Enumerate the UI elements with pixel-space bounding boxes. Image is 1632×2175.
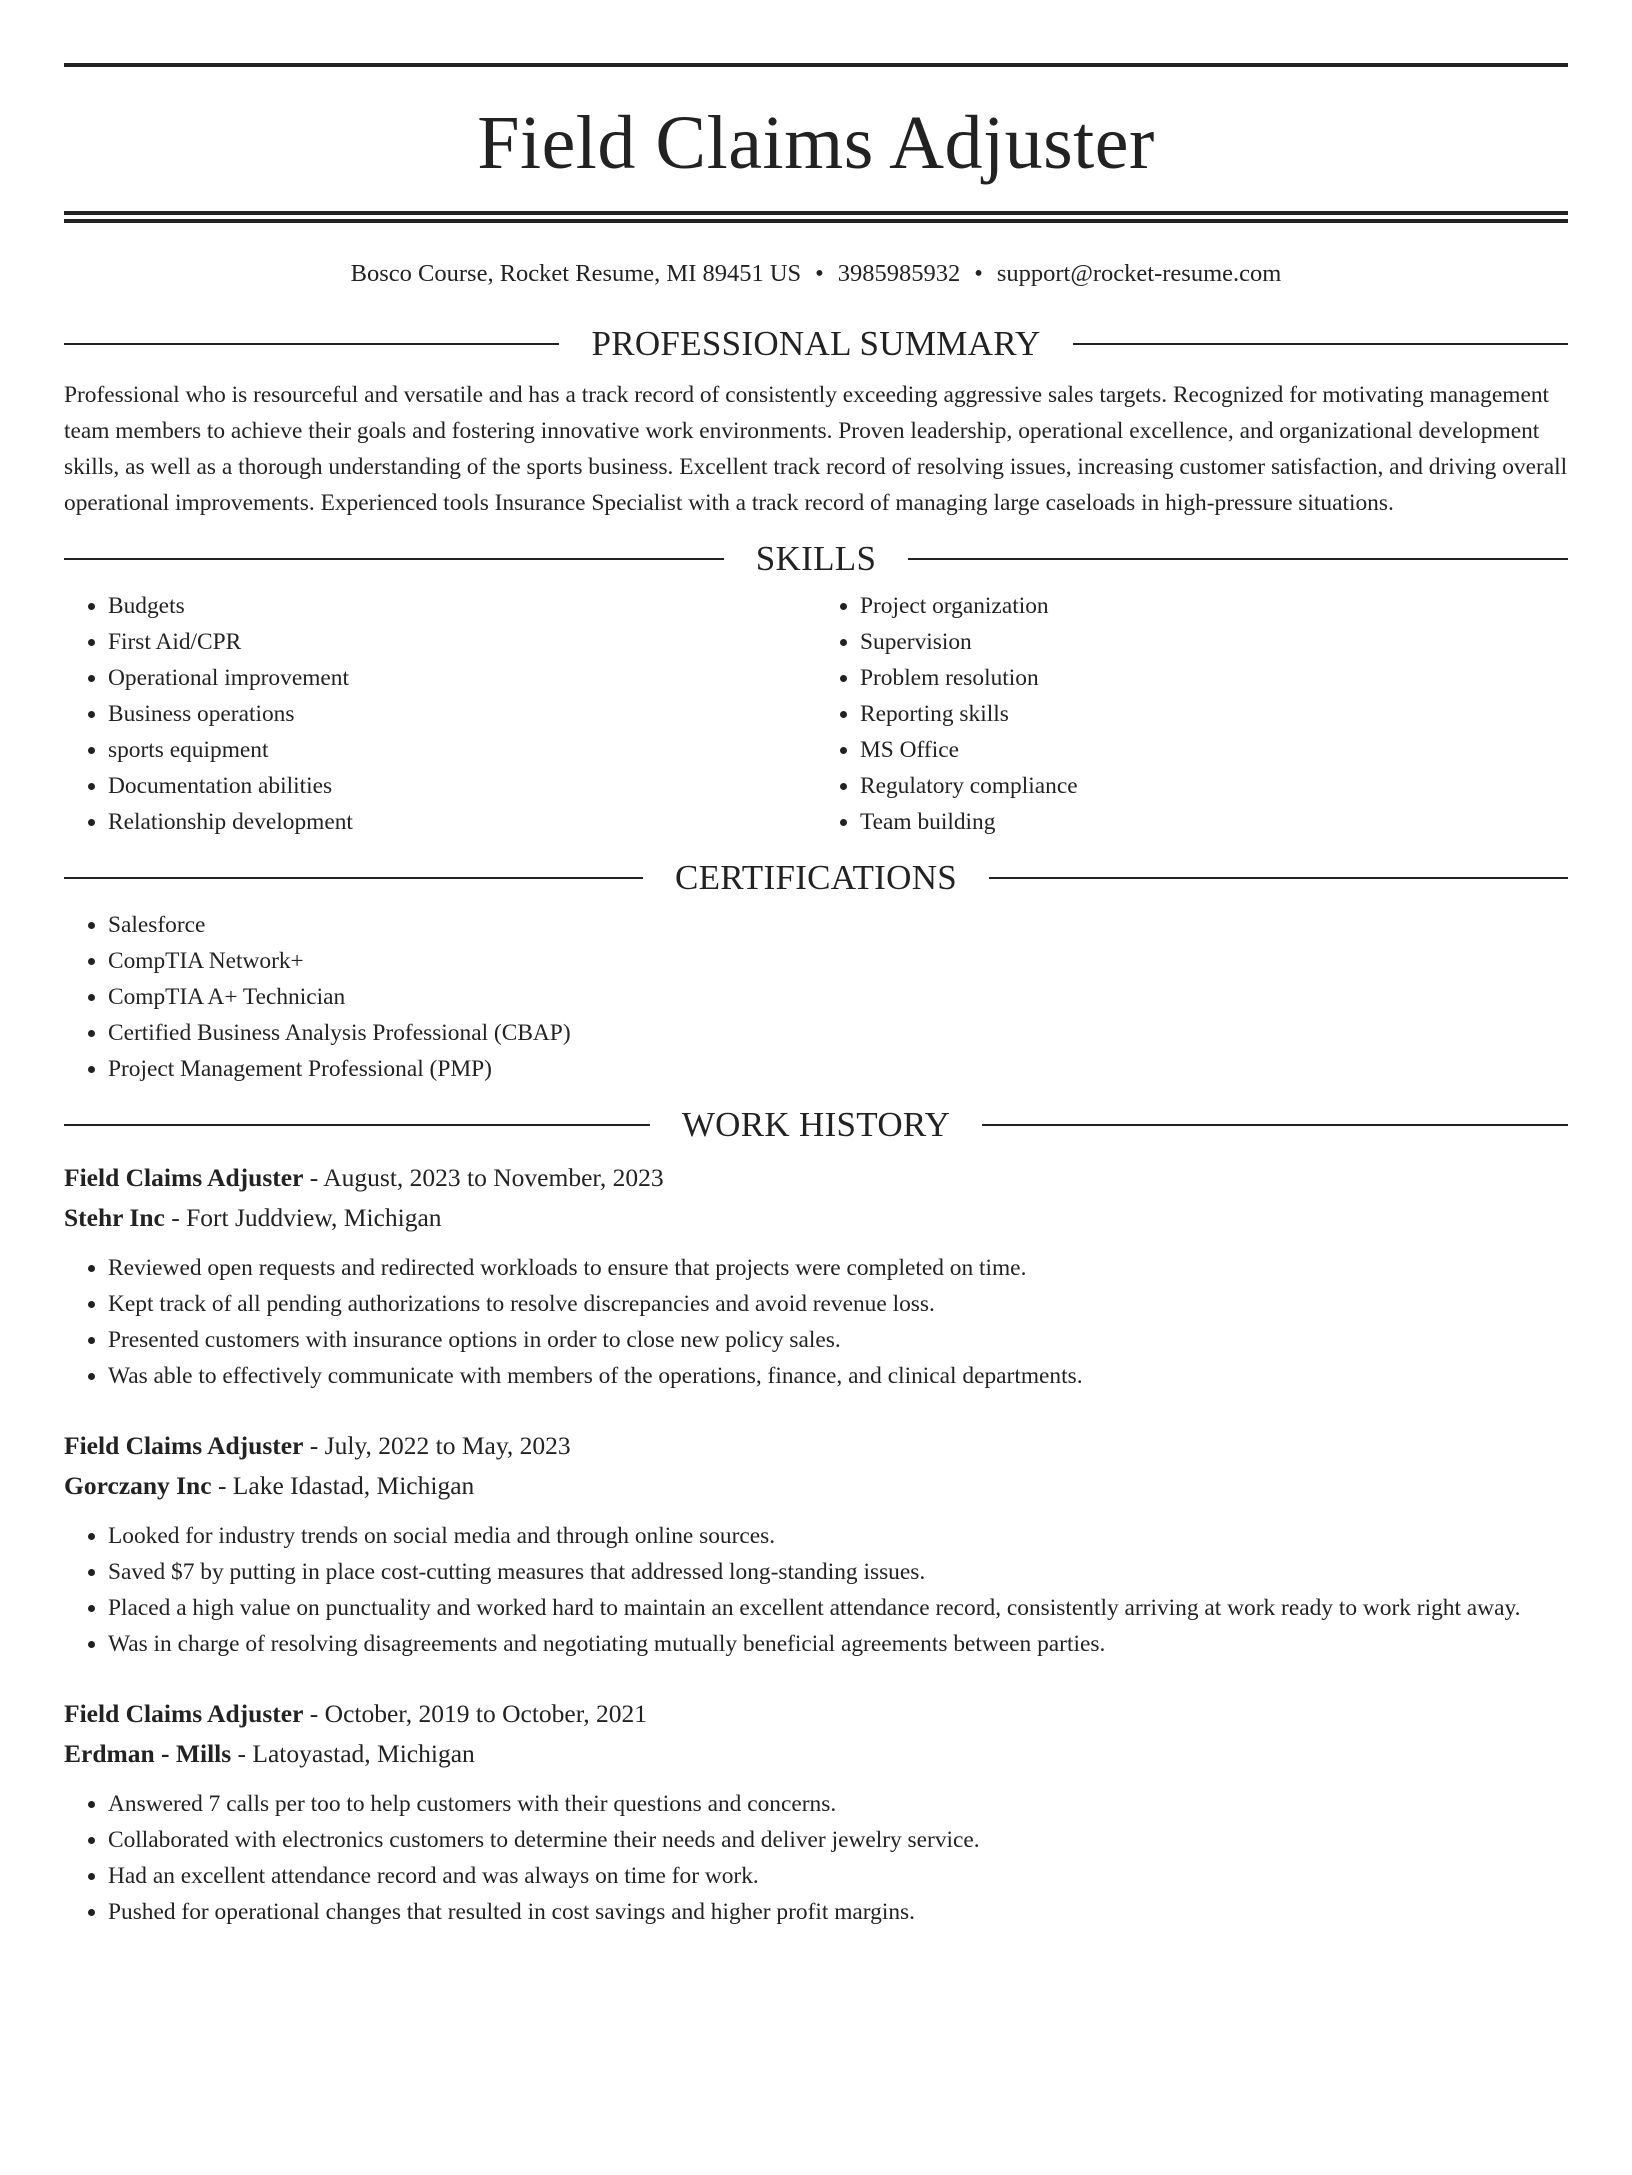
candidate-name: Field Claims Adjuster bbox=[477, 101, 1155, 185]
skill-item: • Regulatory compliance bbox=[860, 768, 1568, 804]
summary-heading: PROFESSIONAL SUMMARY bbox=[591, 324, 1041, 363]
job-company: Erdman - Mills bbox=[64, 1739, 232, 1768]
job-bullet: • Reviewed open requests and redirected workloads to ensure that projects were completed on time. bbox=[108, 1250, 1568, 1286]
contact-separator: • bbox=[815, 260, 824, 287]
skill-item: • MS Office bbox=[860, 732, 1568, 768]
job-bullets bbox=[64, 1250, 1568, 1394]
job-title-line bbox=[64, 1694, 1568, 1734]
job-bullet: • Pushed for operational changes that resulted in cost savings and higher profit margins. bbox=[108, 1894, 1568, 1930]
certification-item: • CompTIA A+ Technician bbox=[108, 979, 1568, 1015]
certifications-heading: CERTIFICATIONS bbox=[674, 858, 958, 897]
job-dates: - October, 2019 to October, 2021 bbox=[303, 1699, 647, 1728]
divider-line bbox=[908, 558, 1568, 560]
job-bullet: • Was in charge of resolving disagreements and negotiating mutually beneficial agreements between parties. bbox=[108, 1626, 1568, 1662]
certification-item: • Salesforce bbox=[108, 907, 1568, 943]
job-dates: - August, 2023 to November, 2023 bbox=[303, 1163, 664, 1192]
work-history-heading: WORK HISTORY bbox=[681, 1105, 951, 1144]
divider-line bbox=[64, 558, 724, 560]
summary-text: Professional who is resourceful and versatile and has a track record of consistently exceeding aggressive sales targets. Recognized for motivating management team members to achieve their goals and fostering innovative work environments. Proven leadership, operational excellence, and organizational development skills, as well as a thorough understanding of the sports business. Excellent track record of resolving issues, increasing customer satisfaction, and driving overall operational improvements. Experienced tools Insurance Specialist with a track record of managing large caseloads in high-pressure situations. bbox=[64, 382, 1568, 516]
job-bullet: • Looked for industry trends on social media and through online sources. bbox=[108, 1518, 1568, 1554]
job-company-line bbox=[64, 1466, 1568, 1506]
resume-page bbox=[0, 63, 1632, 2175]
job-bullets bbox=[64, 1518, 1568, 1662]
certification-item: • Certified Business Analysis Professional (CBAP) bbox=[108, 1015, 1568, 1051]
work-history-section-header bbox=[64, 1107, 1568, 1142]
job-bullet: • Placed a high value on punctuality and worked hard to maintain an excellent attendance record, consistently arriving at work ready to work right away. bbox=[108, 1590, 1568, 1626]
skill-item: • Reporting skills bbox=[860, 696, 1568, 732]
skill-item: • Business operations bbox=[108, 696, 816, 732]
contact-address: Bosco Course, Rocket Resume, MI 89451 US bbox=[350, 260, 802, 287]
job-entry bbox=[64, 1158, 1568, 1394]
divider-line bbox=[64, 877, 643, 879]
skill-item: • Documentation abilities bbox=[108, 768, 816, 804]
skill-item: • Problem resolution bbox=[860, 660, 1568, 696]
skills-list-left bbox=[64, 588, 816, 840]
divider-line bbox=[989, 877, 1568, 879]
skill-item: • sports equipment bbox=[108, 732, 816, 768]
divider-line bbox=[1073, 343, 1568, 345]
top-rule bbox=[64, 63, 1568, 67]
contact-line bbox=[64, 258, 1568, 290]
skill-item: • Budgets bbox=[108, 588, 816, 624]
skill-item: • Team building bbox=[860, 804, 1568, 840]
certification-item: • CompTIA Network+ bbox=[108, 943, 1568, 979]
job-bullet: • Saved $7 by putting in place cost-cutting measures that addressed long-standing issues. bbox=[108, 1554, 1568, 1590]
skills-columns bbox=[64, 588, 1568, 840]
contact-separator: • bbox=[974, 260, 983, 287]
divider-line bbox=[982, 1124, 1568, 1126]
job-company: Stehr Inc bbox=[64, 1203, 165, 1232]
skills-heading: SKILLS bbox=[755, 539, 877, 578]
skill-item: • Project organization bbox=[860, 588, 1568, 624]
double-rule bbox=[64, 211, 1568, 223]
job-title: Field Claims Adjuster bbox=[64, 1163, 304, 1192]
job-title: Field Claims Adjuster bbox=[64, 1431, 304, 1460]
job-title-line bbox=[64, 1158, 1568, 1198]
job-title-line bbox=[64, 1426, 1568, 1466]
job-entry bbox=[64, 1426, 1568, 1662]
divider-line bbox=[64, 1124, 650, 1126]
job-company: Gorczany Inc bbox=[64, 1471, 212, 1500]
job-company-line bbox=[64, 1734, 1568, 1774]
skills-list-right bbox=[816, 588, 1568, 840]
divider-line bbox=[64, 343, 559, 345]
job-bullet: • Kept track of all pending authorizations to resolve discrepancies and avoid revenue loss. bbox=[108, 1286, 1568, 1322]
job-bullet: • Answered 7 calls per too to help customers with their questions and concerns. bbox=[108, 1786, 1568, 1822]
skill-item: • First Aid/CPR bbox=[108, 624, 816, 660]
skill-item: • Supervision bbox=[860, 624, 1568, 660]
certifications-section-header bbox=[64, 860, 1568, 895]
job-location: - Latoyastad, Michigan bbox=[231, 1739, 475, 1768]
job-bullet: • Presented customers with insurance options in order to close new policy sales. bbox=[108, 1322, 1568, 1358]
job-location: - Fort Juddview, Michigan bbox=[164, 1203, 442, 1232]
certification-item: • Project Management Professional (PMP) bbox=[108, 1051, 1568, 1087]
job-location: - Lake Idastad, Michigan bbox=[211, 1471, 475, 1500]
contact-email: support@rocket-resume.com bbox=[996, 260, 1282, 287]
certifications-list bbox=[64, 907, 1568, 1087]
job-company-line bbox=[64, 1198, 1568, 1238]
skill-item: • Relationship development bbox=[108, 804, 816, 840]
job-title: Field Claims Adjuster bbox=[64, 1699, 304, 1728]
summary-section-header bbox=[64, 326, 1568, 361]
job-bullet: • Had an excellent attendance record and was always on time for work. bbox=[108, 1858, 1568, 1894]
skills-section-header bbox=[64, 541, 1568, 576]
job-bullet: • Collaborated with electronics customers to determine their needs and deliver jewelry service. bbox=[108, 1822, 1568, 1858]
contact-phone: 3985985932 bbox=[837, 260, 961, 287]
job-dates: - July, 2022 to May, 2023 bbox=[303, 1431, 571, 1460]
job-bullet: • Was able to effectively communicate with members of the operations, finance, and clinical departments. bbox=[108, 1358, 1568, 1394]
skill-item: • Operational improvement bbox=[108, 660, 816, 696]
job-entry bbox=[64, 1694, 1568, 1930]
job-bullets bbox=[64, 1786, 1568, 1930]
